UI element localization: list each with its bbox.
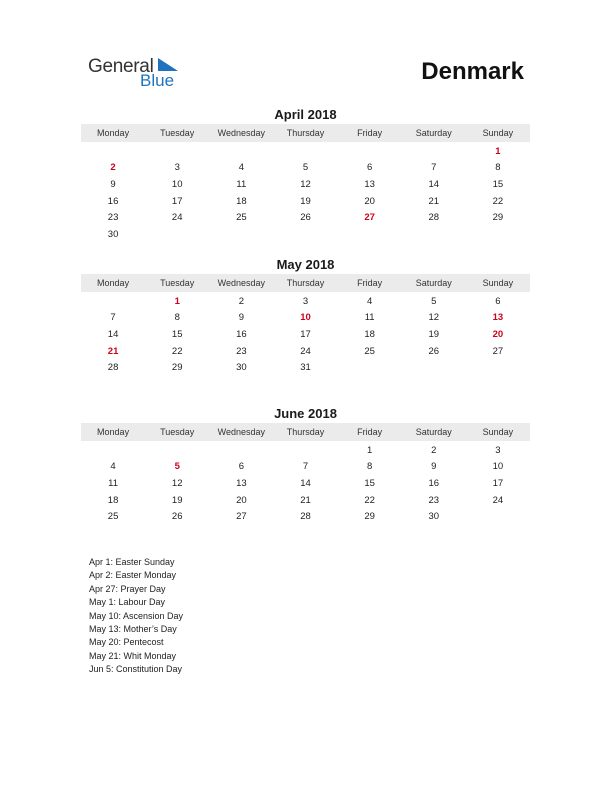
holiday-list [89, 556, 183, 677]
weekday-label: Tuesday [160, 427, 195, 437]
day-cell: 15 [171, 328, 183, 340]
day-cell: 5 [174, 461, 180, 473]
day-cell: 10 [300, 312, 311, 324]
weekday-label: Thursday [286, 427, 325, 437]
day-cell: 11 [364, 312, 375, 324]
day-cell: 12 [300, 178, 311, 190]
day-cell: 20 [364, 195, 375, 207]
logo-word-blue: Blue [140, 71, 175, 90]
week-row [81, 226, 530, 243]
day-cell: 1 [495, 145, 501, 157]
day-cell: 30 [107, 228, 119, 240]
week-row [81, 459, 530, 476]
day-cell: 28 [428, 212, 440, 224]
day-cell: 1 [366, 444, 373, 456]
day-cell: 12 [171, 477, 183, 489]
day-cell: 4 [366, 295, 373, 307]
weekday-header-row [81, 124, 530, 142]
day-cell: 24 [492, 494, 504, 506]
day-cell: 16 [107, 195, 119, 207]
weekday-label: Saturday [415, 427, 452, 437]
week-row [81, 492, 530, 509]
day-cell: 15 [492, 178, 504, 190]
day-cell: 29 [171, 362, 183, 374]
weekday-label: Saturday [415, 278, 452, 288]
day-cell: 8 [495, 162, 501, 174]
holiday-item: May 21: Whit Monday [89, 650, 177, 661]
day-cell: 24 [171, 212, 183, 224]
month-title: April 2018 [274, 107, 337, 122]
weeks-grid [81, 293, 530, 376]
day-cell: 5 [302, 162, 309, 174]
week-row [81, 310, 530, 327]
day-cell: 20 [236, 494, 247, 506]
week-row [81, 475, 530, 492]
day-cell: 22 [364, 494, 375, 506]
day-cell: 13 [364, 178, 375, 190]
day-cell: 2 [431, 444, 437, 456]
day-cell: 22 [492, 195, 504, 207]
day-cell: 16 [236, 328, 247, 340]
weekday-label: Thursday [286, 278, 325, 288]
day-cell: 14 [300, 477, 311, 489]
weekday-label: Friday [357, 278, 383, 288]
holiday-item: Apr 27: Prayer Day [89, 583, 166, 594]
day-cell: 4 [238, 162, 244, 174]
weekday-label: Wednesday [217, 278, 266, 288]
day-cell: 19 [171, 494, 183, 506]
weekday-label: Monday [97, 427, 130, 437]
day-cell: 14 [428, 178, 440, 190]
day-cell: 2 [238, 295, 244, 307]
day-cell: 2 [110, 162, 116, 174]
weekday-label: Sunday [482, 427, 514, 437]
day-cell: 12 [428, 312, 440, 324]
day-cell: 28 [107, 362, 119, 374]
week-row [81, 176, 530, 193]
day-cell: 26 [171, 511, 183, 523]
day-cell: 20 [492, 328, 504, 340]
day-cell: 13 [492, 312, 504, 324]
weekday-label: Friday [357, 128, 383, 138]
day-cell: 24 [300, 345, 311, 357]
weekday-label: Friday [357, 427, 383, 437]
country-title: Denmark [421, 58, 524, 85]
day-cell: 21 [107, 345, 119, 357]
week-row [81, 209, 530, 226]
holiday-item: Apr 2: Easter Monday [89, 570, 177, 581]
day-cell: 8 [366, 461, 373, 473]
day-cell: 26 [428, 345, 440, 357]
weekday-label: Tuesday [160, 278, 195, 288]
weekday-label: Sunday [482, 278, 514, 288]
day-cell: 23 [236, 345, 247, 357]
weeks-grid [81, 442, 530, 525]
holiday-item: May 10: Ascension Day [89, 610, 184, 621]
day-cell: 15 [364, 477, 375, 489]
weekday-label: Saturday [415, 128, 452, 138]
day-cell: 21 [300, 494, 311, 506]
month-calendar-april [81, 106, 530, 243]
day-cell: 3 [174, 162, 180, 174]
weekday-label: Sunday [482, 128, 514, 138]
weeks-grid [81, 143, 530, 243]
weekday-label: Monday [97, 128, 130, 138]
generalblue-logo [88, 56, 198, 92]
day-cell: 30 [428, 511, 440, 523]
day-cell: 16 [428, 477, 440, 489]
day-cell: 9 [110, 178, 116, 190]
day-cell: 25 [364, 345, 375, 357]
day-cell: 22 [171, 345, 183, 357]
day-cell: 6 [238, 461, 244, 473]
logo-word-general: General [88, 56, 154, 77]
day-cell: 7 [431, 162, 437, 174]
day-cell: 1 [174, 295, 180, 307]
day-cell: 10 [171, 178, 183, 190]
day-cell: 17 [492, 477, 504, 489]
day-cell: 18 [107, 494, 119, 506]
day-cell: 19 [428, 328, 440, 340]
day-cell: 6 [495, 295, 501, 307]
weekday-label: Wednesday [217, 427, 266, 437]
week-row [81, 293, 530, 310]
day-cell: 7 [110, 312, 116, 324]
day-cell: 7 [302, 461, 309, 473]
day-cell: 4 [110, 461, 116, 473]
day-cell: 9 [431, 461, 437, 473]
week-row [81, 343, 530, 360]
holiday-item: May 20: Pentecost [89, 637, 164, 648]
day-cell: 6 [366, 162, 373, 174]
day-cell: 29 [364, 511, 375, 523]
day-cell: 21 [428, 195, 440, 207]
day-cell: 25 [107, 511, 119, 523]
month-title: May 2018 [276, 257, 335, 272]
day-cell: 27 [236, 511, 247, 523]
week-row [81, 359, 530, 376]
holiday-item: May 13: Mother’s Day [89, 624, 177, 635]
day-cell: 19 [300, 195, 311, 207]
week-row [81, 326, 530, 343]
holiday-item: Jun 5: Constitution Day [89, 664, 183, 675]
day-cell: 14 [107, 328, 119, 340]
day-cell: 11 [236, 178, 247, 190]
month-title: June 2018 [274, 406, 337, 421]
day-cell: 27 [364, 212, 375, 224]
week-row [81, 143, 530, 160]
day-cell: 11 [108, 477, 118, 489]
day-cell: 3 [302, 295, 309, 307]
month-calendar-may [81, 256, 530, 376]
day-cell: 27 [492, 345, 504, 357]
day-cell: 29 [492, 212, 504, 224]
weekday-label: Tuesday [160, 128, 195, 138]
day-cell: 3 [495, 444, 501, 456]
day-cell: 8 [174, 312, 180, 324]
week-row [81, 193, 530, 210]
day-cell: 31 [300, 362, 311, 374]
week-row [81, 160, 530, 177]
day-cell: 28 [300, 511, 311, 523]
day-cell: 30 [236, 362, 247, 374]
day-cell: 23 [107, 212, 119, 224]
holiday-item: May 1: Labour Day [89, 597, 166, 608]
day-cell: 26 [300, 212, 311, 224]
weekday-label: Wednesday [217, 128, 266, 138]
day-cell: 23 [428, 494, 440, 506]
month-calendar-june [81, 405, 530, 525]
weekday-header-row [81, 423, 530, 441]
logo-flag-icon [156, 58, 178, 72]
day-cell: 13 [236, 477, 247, 489]
day-cell: 17 [171, 195, 183, 207]
weekday-label: Thursday [286, 128, 325, 138]
day-cell: 25 [236, 212, 247, 224]
holiday-item: Apr 1: Easter Sunday [89, 557, 175, 567]
weekday-header-row [81, 274, 530, 292]
day-cell: 18 [236, 195, 247, 207]
week-row [81, 442, 530, 459]
day-cell: 10 [492, 461, 504, 473]
day-cell: 9 [238, 312, 244, 324]
day-cell: 17 [300, 328, 311, 340]
week-row [81, 508, 530, 525]
day-cell: 5 [431, 295, 437, 307]
weekday-label: Monday [97, 278, 130, 288]
day-cell: 18 [364, 328, 375, 340]
